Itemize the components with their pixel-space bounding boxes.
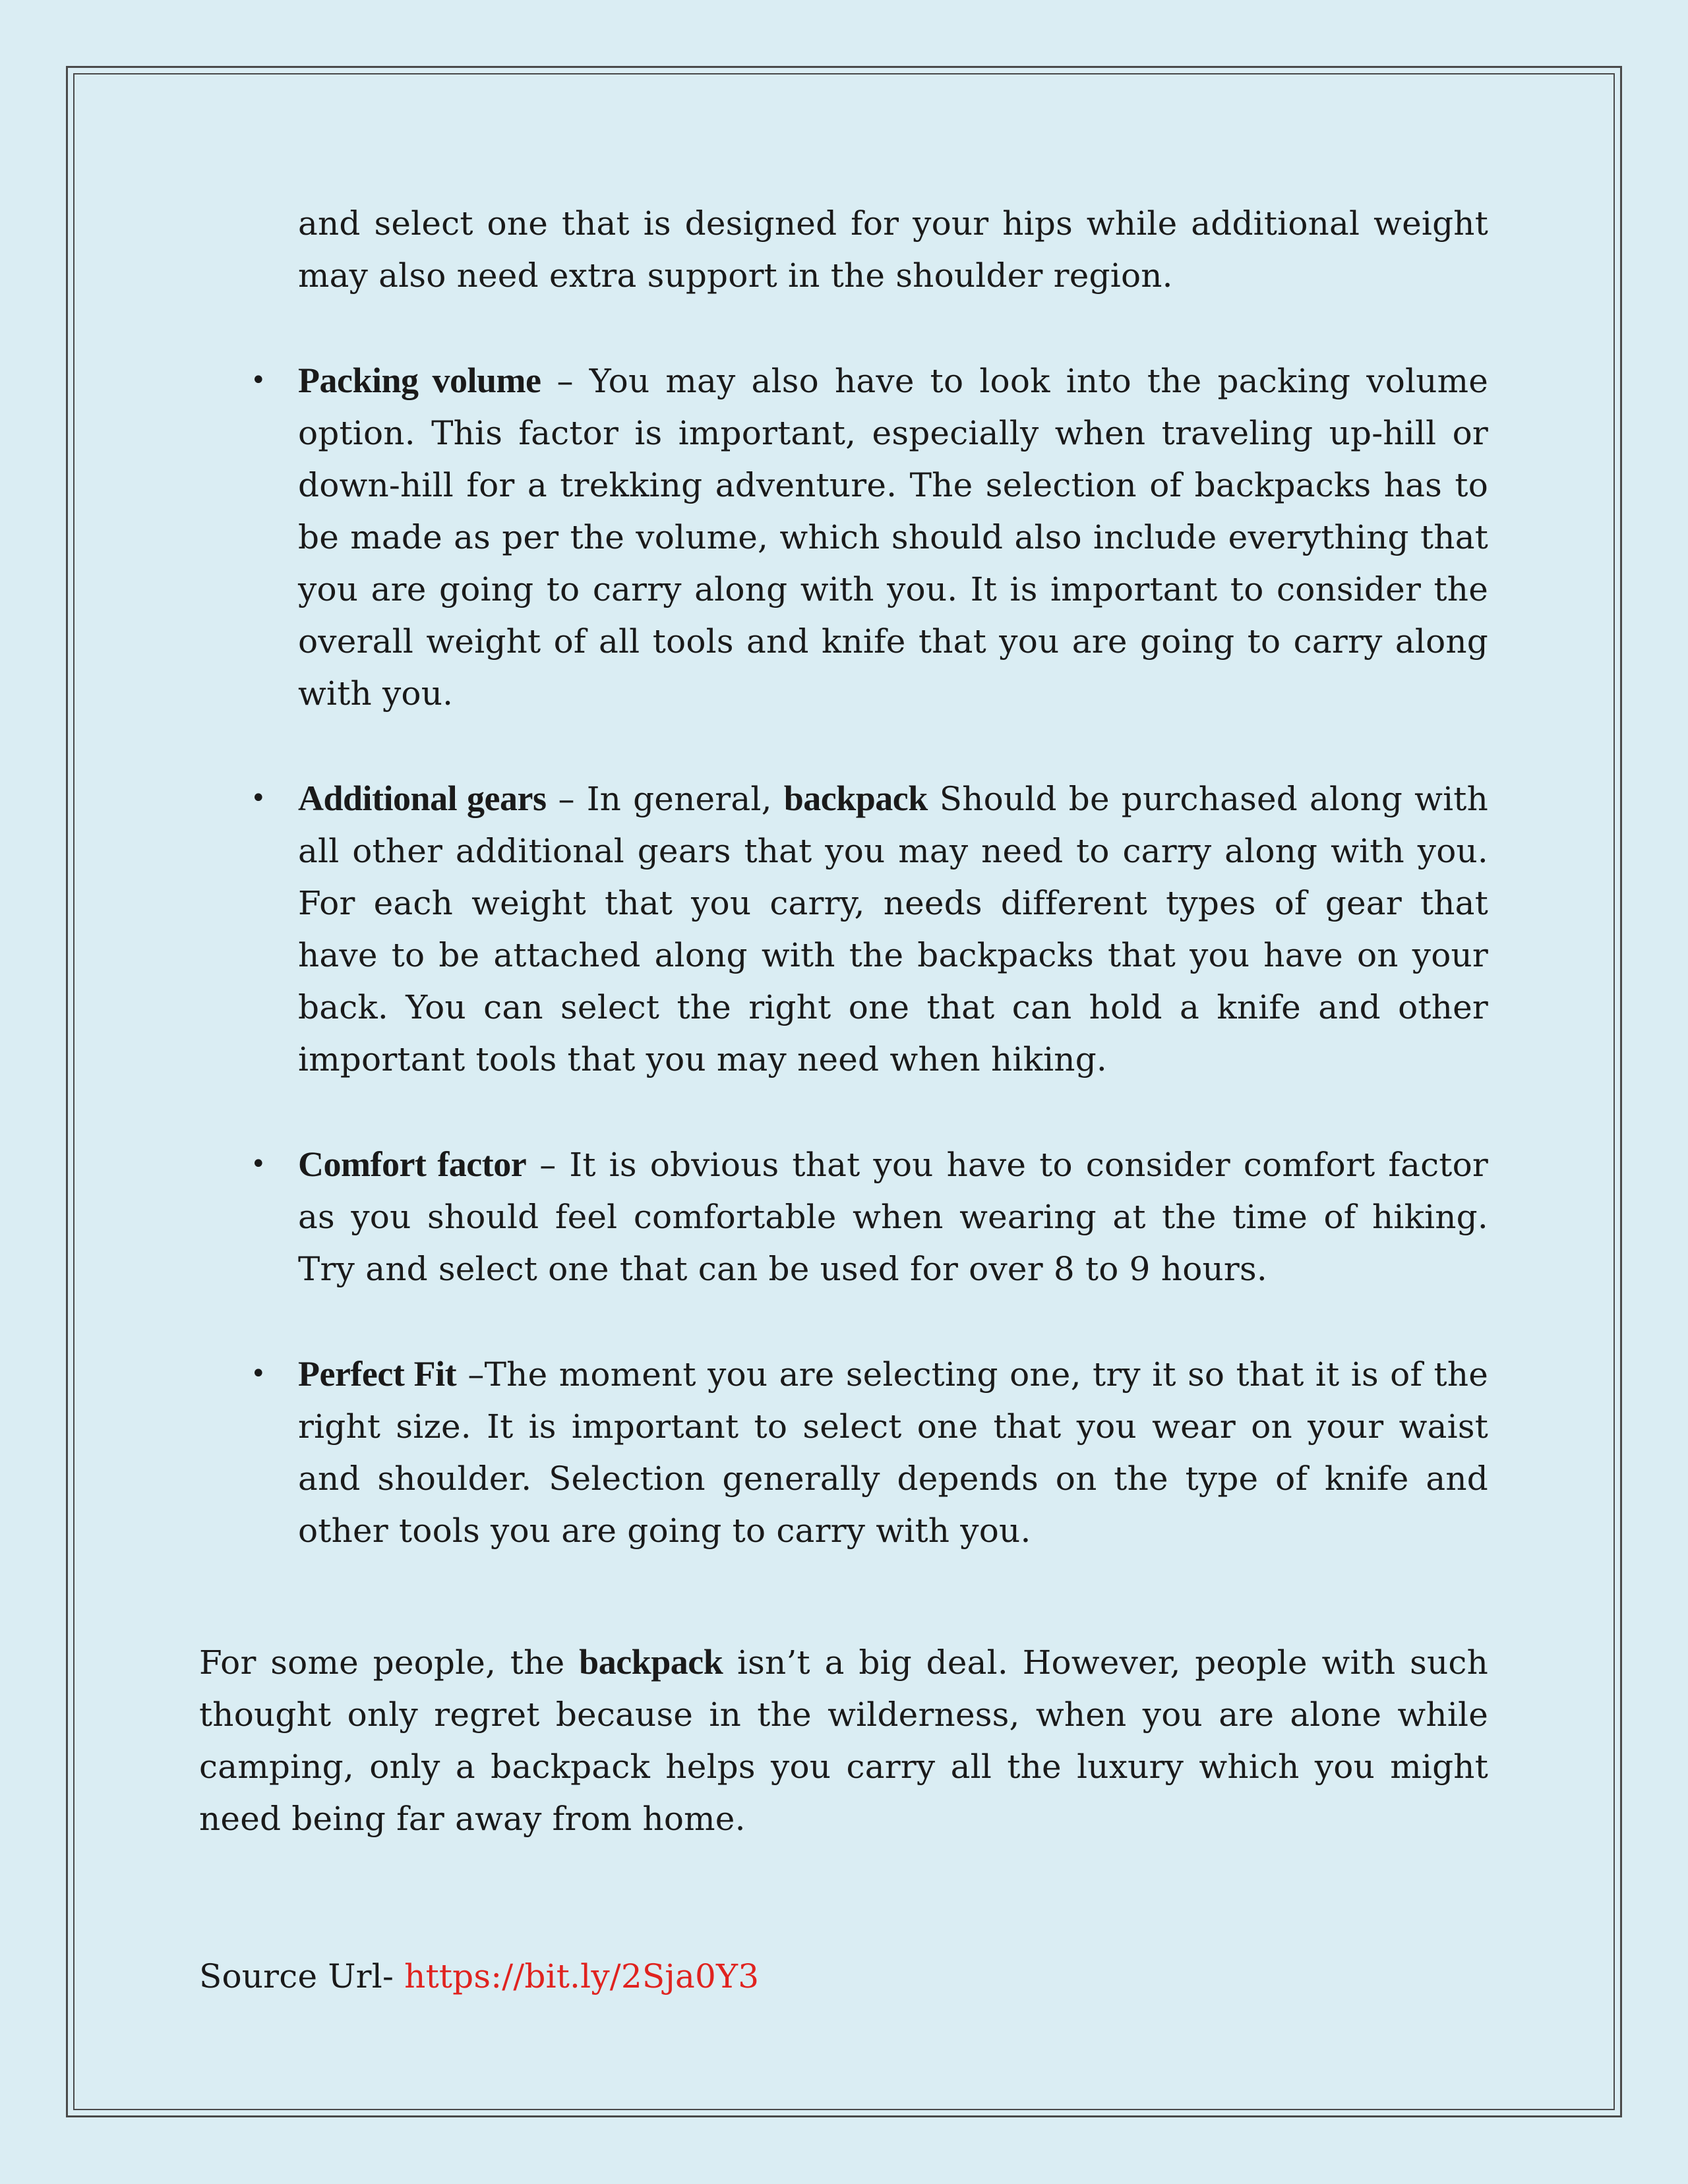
text-comfort-factor: – It is obvious that you have to consider comfort factor as you should feel comfortable when wearing at the time of hiking. Try and select one that can be used for over 8 to 9 hours. [298,1146,1488,1288]
text-additional-gears-end: Should be purchased along with all other additional gears that you may need to carry along with you. For each weight that you carry, needs different types of gear that have to be attached along with the backpacks that you have on your back. You can select the right one that can hold a knife and other important tools that you may need when hiking. [298,780,1488,1078]
bold-backpack: backpack [783,779,928,818]
closing-text-end: isn’t a big deal. However, people with such thought only regret because in the wilderness, when you are alone while camping, only a backpack helps you carry all the luxury which you might need being far away from home. [199,1643,1488,1838]
term-perfect-fit: Perfect Fit [298,1354,457,1394]
term-packing-volume: Packing volume [298,361,541,400]
continued-paragraph: and select one that is designed for your hips while additional weight may also need extra support in the shoulder region. [298,204,1488,295]
list-item-packing-volume [199,355,1488,720]
text-additional-gears-start: – In general, [546,780,784,818]
source-label: Source Url- [199,1957,405,1995]
bullet-icon: • [251,1149,266,1179]
text-packing-volume: – You may also have to look into the packing volume option. This factor is important, especially when traveling up-hill or down-hill for a trekking adventure. The selection of backpacks has to be made as per the volume, which should also include everything that you are going to carry along with you. It is important to consider the overall weight of all tools and knife that you are going to carry along with you. [298,362,1488,713]
bullet-icon: • [251,365,266,396]
bullet-icon: • [251,783,266,813]
list-item-comfort-factor [199,1138,1488,1295]
document-body [199,198,1488,2003]
list-item-perfect-fit [199,1348,1488,1557]
text-perfect-fit: –The moment you are selecting one, try it so that it is of the right size. It is important to select one that you wear on your waist and shoulder. Selection generally depends on the type of knife and other tools you are going to carry with you. [298,1355,1489,1550]
tips-list [199,355,1488,1557]
closing-text-start: For some people, the [199,1643,580,1682]
list-item-additional-gears [199,773,1488,1086]
bullet-icon: • [251,1359,266,1389]
term-comfort-factor: Comfort factor [298,1144,527,1184]
source-link[interactable]: https://bit.ly/2Sja0Y3 [404,1957,760,1995]
source-line [199,1951,1488,2003]
closing-paragraph [199,1636,1488,1845]
closing-bold-backpack: backpack [579,1642,723,1682]
term-additional-gears: Additional gears [298,779,547,818]
